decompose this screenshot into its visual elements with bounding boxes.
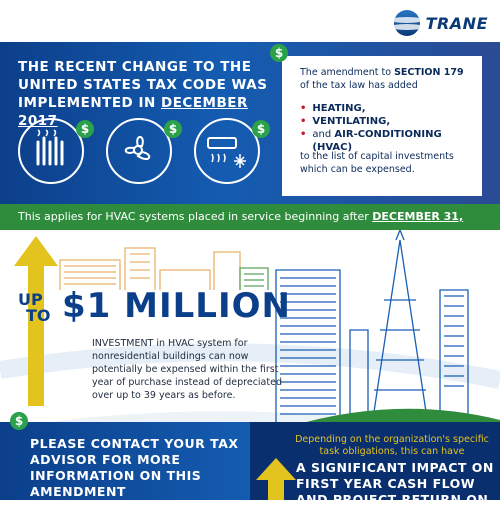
bullet-text: AIR-CONDITIONING (HVAC) bbox=[312, 129, 442, 153]
amendment-line-1-prefix: The amendment to bbox=[300, 67, 395, 78]
bullet-ventilating bbox=[300, 115, 472, 128]
dollar-icon: $ bbox=[270, 44, 288, 62]
air-conditioner-icon bbox=[204, 128, 248, 172]
investment-description: INVESTMENT in HVAC system for nonresidential buildings can now potentially be expensed within the first year of purchase instead of depreciated over up to 39 years as before. bbox=[92, 338, 282, 401]
dollar-icon: $ bbox=[252, 120, 270, 138]
bullet-text: VENTILATING, bbox=[312, 116, 391, 127]
bullet-heating bbox=[300, 102, 472, 115]
title-line-3-prefix: IMPLEMENTED IN bbox=[18, 95, 161, 111]
bullet-dot-icon: • bbox=[300, 129, 307, 140]
radiator-icon bbox=[28, 128, 72, 172]
amendment-section: SECTION 179 bbox=[394, 67, 464, 78]
contact-advisor-text: PLEASE CONTACT YOUR TAX ADVISOR FOR MORE INFORMATION ON THIS AMENDMENT bbox=[30, 436, 239, 499]
fan-icon bbox=[116, 128, 160, 172]
dollar-icon: $ bbox=[76, 120, 94, 138]
bullet-prefix: and bbox=[312, 129, 335, 140]
ac-icon-circle bbox=[194, 118, 260, 184]
to-text: TO bbox=[26, 306, 51, 325]
title-line-2: UNITED STATES TAX CODE WAS bbox=[18, 77, 268, 93]
title-line-3-date: DECEMBER 2017 bbox=[18, 95, 248, 129]
investment-amount: $1 MILLION bbox=[62, 286, 291, 326]
bullet-dot-icon: • bbox=[300, 103, 307, 114]
impact-title: A SIGNIFICANT IMPACT ON FIRST YEAR CASH FLOW AND PROJECT RETURN ON bbox=[296, 460, 494, 507]
trane-logo-icon bbox=[394, 10, 420, 36]
amendment-conclusion: to the list of capital investments which can be expensed. bbox=[300, 151, 454, 175]
bullet-dot-icon: • bbox=[300, 116, 307, 127]
amendment-intro bbox=[300, 66, 472, 92]
ventilating-icon-circle bbox=[106, 118, 172, 184]
yellow-up-arrow-icon bbox=[256, 458, 296, 500]
hvac-icon-row bbox=[18, 118, 278, 198]
impact-intro: Depending on the organization's specific task obligations, this can have bbox=[295, 434, 489, 457]
trane-logo bbox=[394, 10, 488, 36]
hvac-bullet-list bbox=[300, 102, 472, 154]
amendment-line-2: of the tax law has added bbox=[300, 80, 418, 91]
bullet-text: HEATING, bbox=[312, 103, 366, 114]
dollar-icon: $ bbox=[10, 412, 28, 430]
band-date: DECEMBER 31, bbox=[372, 210, 464, 223]
up-to-label bbox=[18, 292, 51, 324]
title-line-1: THE RECENT CHANGE TO THE bbox=[18, 59, 252, 75]
up-text: UP bbox=[18, 290, 43, 309]
dollar-icon: $ bbox=[164, 120, 182, 138]
band-text: This applies for HVAC systems placed in service beginning after bbox=[18, 210, 373, 223]
brand-name: TRANE bbox=[425, 13, 488, 33]
heating-icon-circle bbox=[18, 118, 84, 184]
